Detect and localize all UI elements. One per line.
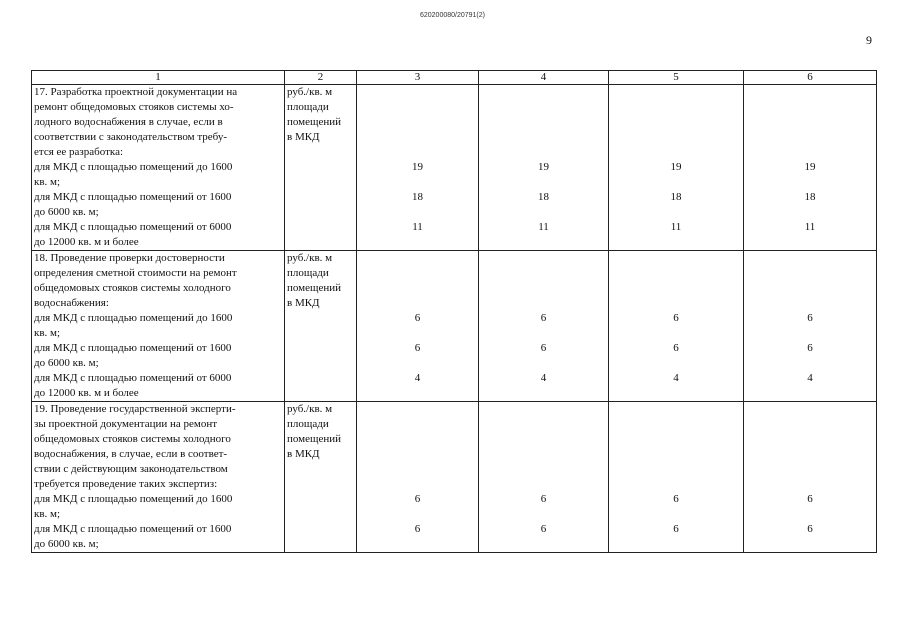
subitem-line: для МКД с площадью помещений от 6000	[34, 221, 232, 233]
tariff-value: 6	[540, 523, 547, 535]
spacer	[481, 251, 606, 266]
spacer	[359, 296, 476, 311]
value-cell	[744, 251, 877, 402]
spacer	[611, 356, 741, 371]
spacer	[746, 386, 874, 401]
spacer	[481, 115, 606, 130]
spacer	[611, 462, 741, 477]
tariff-value: 6	[540, 493, 547, 505]
tariff-value: 11	[670, 221, 682, 233]
spacer	[359, 402, 476, 417]
spacer	[481, 386, 606, 401]
value-cell	[357, 402, 479, 553]
spacer	[746, 462, 874, 477]
subitem-line: для МКД с площадью помещений до 1600	[34, 493, 233, 505]
spacer	[611, 205, 741, 220]
unit-line: руб./кв. м	[287, 86, 333, 98]
spacer	[611, 130, 741, 145]
tariff-value: 18	[412, 191, 423, 203]
unit-line: в МКД	[287, 297, 320, 309]
spacer	[481, 432, 606, 447]
service-title-line: ремонт общедомовых стояков системы хо-	[34, 101, 234, 113]
table-row	[32, 402, 877, 553]
subitem-line: для МКД с площадью помещений до 1600	[34, 161, 233, 173]
tariff-value: 6	[673, 342, 679, 354]
tariff-value: 6	[807, 493, 813, 505]
spacer	[611, 235, 741, 250]
spacer	[359, 281, 476, 296]
service-description-cell	[32, 402, 285, 553]
unit-line: в МКД	[287, 448, 320, 460]
spacer	[746, 477, 874, 492]
spacer	[481, 477, 606, 492]
subitem-line: до 12000 кв. м и более	[34, 236, 139, 248]
spacer	[611, 386, 741, 401]
spacer	[481, 537, 606, 552]
spacer	[611, 281, 741, 296]
spacer	[481, 85, 606, 100]
tariff-value: 4	[673, 372, 679, 384]
column-header: 3	[357, 71, 479, 85]
tariff-value: 18	[538, 191, 549, 203]
tariff-value: 11	[804, 221, 816, 233]
tariff-value: 4	[540, 372, 547, 384]
spacer	[746, 507, 874, 522]
spacer	[746, 145, 874, 160]
spacer	[611, 145, 741, 160]
tariff-value: 6	[540, 312, 547, 324]
spacer	[746, 417, 874, 432]
tariff-value: 11	[538, 221, 549, 233]
spacer	[746, 115, 874, 130]
spacer	[611, 266, 741, 281]
spacer	[746, 447, 874, 462]
tariff-value: 6	[673, 493, 679, 505]
spacer	[611, 251, 741, 266]
unit-line: площади	[287, 101, 329, 113]
service-title-line: ется ее разработка:	[34, 146, 124, 158]
service-description-cell	[32, 251, 285, 402]
tariff-value: 19	[538, 161, 549, 173]
value-cell	[744, 402, 877, 553]
subitem-line: до 6000 кв. м;	[34, 538, 99, 550]
spacer	[359, 462, 476, 477]
unit-cell	[285, 402, 357, 553]
spacer	[359, 85, 476, 100]
subitem-line: для МКД с площадью помещений от 1600	[34, 523, 232, 535]
service-title-line: определения сметной стоимости на ремонт	[34, 267, 237, 279]
unit-line: площади	[287, 267, 329, 279]
tariff-value: 19	[670, 161, 682, 173]
spacer	[359, 130, 476, 145]
spacer	[746, 205, 874, 220]
spacer	[746, 235, 874, 250]
document-code: 620200080/20791(2)	[419, 12, 485, 19]
spacer	[481, 447, 606, 462]
spacer	[481, 462, 606, 477]
tariff-value: 19	[804, 161, 816, 173]
value-cell	[609, 85, 744, 251]
spacer	[746, 175, 874, 190]
subitem-line: для МКД с площадью помещений от 6000	[34, 372, 232, 384]
spacer	[359, 235, 476, 250]
unit-line: помещений	[287, 116, 342, 128]
service-title-line: водоснабжения:	[34, 297, 109, 309]
tariff-value: 18	[670, 191, 682, 203]
column-header: 6	[744, 71, 877, 85]
value-cell	[609, 251, 744, 402]
service-title-line: ствии с действующим законодательством	[34, 463, 228, 475]
spacer	[611, 417, 741, 432]
spacer	[359, 266, 476, 281]
spacer	[746, 266, 874, 281]
service-title-line: соответствии с законодательством требу-	[34, 131, 227, 143]
tariff-value: 6	[540, 342, 547, 354]
column-header: 1	[32, 71, 285, 85]
spacer	[359, 432, 476, 447]
spacer	[359, 115, 476, 130]
tariff-value: 6	[807, 342, 813, 354]
spacer	[611, 326, 741, 341]
spacer	[359, 205, 476, 220]
subitem-line: кв. м;	[34, 508, 61, 520]
tariff-value: 6	[414, 493, 421, 505]
spacer	[359, 100, 476, 115]
service-description-cell	[32, 85, 285, 251]
spacer	[359, 356, 476, 371]
subitem-line: до 6000 кв. м;	[34, 357, 99, 369]
column-header: 4	[479, 71, 609, 85]
subitem-line: до 6000 кв. м;	[34, 206, 99, 218]
spacer	[481, 417, 606, 432]
value-cell	[357, 85, 479, 251]
unit-line: помещений	[287, 433, 342, 445]
spacer	[359, 477, 476, 492]
spacer	[746, 537, 874, 552]
tariff-value: 6	[414, 523, 421, 535]
subitem-line: кв. м;	[34, 176, 61, 188]
tariff-value: 6	[414, 312, 421, 324]
service-title-line: водоснабжения, в случае, если в соответ-	[34, 448, 228, 460]
service-title-line: зы проектной документации на ремонт	[34, 418, 218, 430]
unit-line: в МКД	[287, 131, 320, 143]
service-title-line: 19. Проведение государственной эксперти-	[34, 403, 236, 415]
subitem-line: до 12000 кв. м и более	[34, 387, 139, 399]
spacer	[481, 145, 606, 160]
column-header: 5	[609, 71, 744, 85]
column-header: 2	[285, 71, 357, 85]
service-title-line: общедомовых стояков системы холодного	[34, 433, 231, 445]
tariff-value: 6	[807, 312, 813, 324]
spacer	[746, 251, 874, 266]
tariff-value: 6	[673, 312, 679, 324]
spacer	[611, 432, 741, 447]
spacer	[481, 356, 606, 371]
spacer	[481, 205, 606, 220]
page-number: 9	[866, 33, 872, 47]
spacer	[611, 100, 741, 115]
subitem-line: для МКД с площадью помещений до 1600	[34, 312, 233, 324]
spacer	[611, 175, 741, 190]
subitem-line: для МКД с площадью помещений от 1600	[34, 342, 232, 354]
tariff-value: 4	[414, 372, 421, 384]
value-cell	[357, 251, 479, 402]
spacer	[359, 537, 476, 552]
unit-line: помещений	[287, 282, 342, 294]
service-title-line: требуется проведение таких экспертиз:	[34, 478, 218, 490]
unit-line: руб./кв. м	[287, 403, 333, 415]
spacer	[746, 432, 874, 447]
value-cell	[479, 402, 609, 553]
service-title-line: лодного водоснабжения в случае, если в	[34, 116, 223, 128]
spacer	[359, 417, 476, 432]
tariff-value: 6	[414, 342, 421, 354]
spacer	[359, 145, 476, 160]
subitem-line: кв. м;	[34, 327, 61, 339]
spacer	[746, 85, 874, 100]
spacer	[746, 356, 874, 371]
tariff-value: 19	[412, 161, 423, 173]
spacer	[481, 266, 606, 281]
spacer	[746, 281, 874, 296]
spacer	[611, 115, 741, 130]
table-row	[32, 85, 877, 251]
value-cell	[479, 251, 609, 402]
spacer	[611, 537, 741, 552]
service-title-line: общедомовых стояков системы холодного	[34, 282, 231, 294]
spacer	[481, 100, 606, 115]
service-title-line: 17. Разработка проектной документации на	[34, 86, 238, 98]
spacer	[481, 507, 606, 522]
unit-cell	[285, 85, 357, 251]
unit-line: руб./кв. м	[287, 252, 333, 264]
spacer	[359, 507, 476, 522]
value-cell	[744, 85, 877, 251]
spacer	[746, 326, 874, 341]
unit-line: площади	[287, 418, 329, 430]
spacer	[746, 296, 874, 311]
spacer	[481, 235, 606, 250]
spacer	[746, 402, 874, 417]
subitem-line: для МКД с площадью помещений от 1600	[34, 191, 232, 203]
spacer	[359, 326, 476, 341]
spacer	[481, 402, 606, 417]
tariff-value: 4	[807, 372, 813, 384]
spacer	[359, 447, 476, 462]
spacer	[611, 296, 741, 311]
tariff-value: 18	[804, 191, 816, 203]
table-row	[32, 251, 877, 402]
spacer	[481, 175, 606, 190]
spacer	[481, 130, 606, 145]
value-cell	[609, 402, 744, 553]
spacer	[611, 477, 741, 492]
spacer	[481, 296, 606, 311]
value-cell	[479, 85, 609, 251]
spacer	[359, 251, 476, 266]
tariff-table	[31, 70, 877, 553]
header-row	[32, 71, 877, 85]
spacer	[611, 447, 741, 462]
tariff-value: 6	[673, 523, 679, 535]
spacer	[481, 326, 606, 341]
tariff-value: 6	[807, 523, 813, 535]
spacer	[481, 281, 606, 296]
spacer	[611, 402, 741, 417]
spacer	[746, 100, 874, 115]
spacer	[611, 507, 741, 522]
spacer	[359, 175, 476, 190]
unit-cell	[285, 251, 357, 402]
spacer	[359, 386, 476, 401]
tariff-value: 11	[412, 221, 423, 233]
spacer	[611, 85, 741, 100]
service-title-line: 18. Проведение проверки достоверности	[34, 252, 225, 264]
spacer	[746, 130, 874, 145]
